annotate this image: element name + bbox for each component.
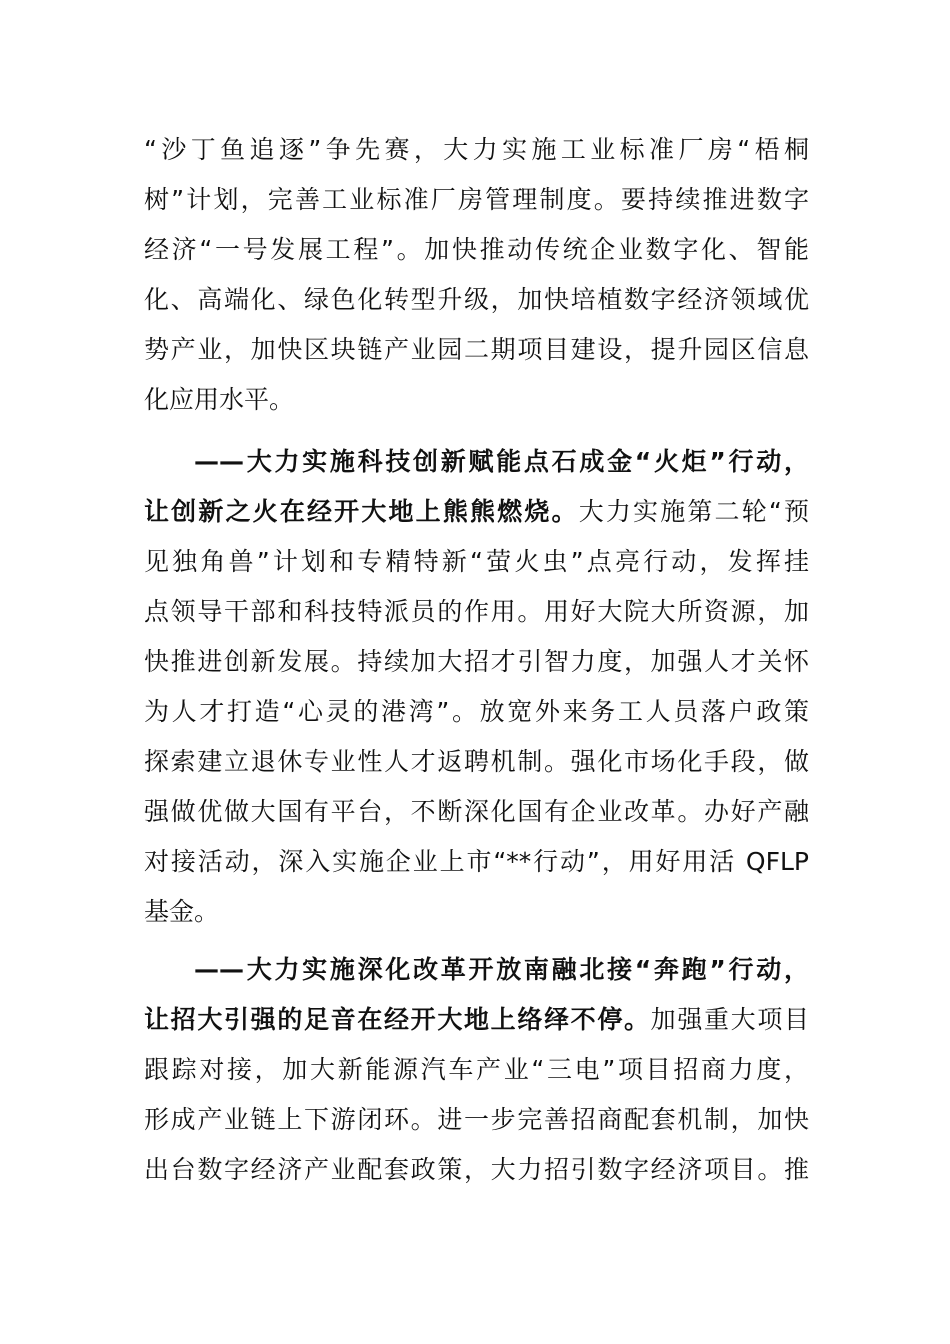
paragraph-2-text: 大力实施第二轮“预 — [578, 497, 809, 526]
paragraph-2 — [144, 437, 809, 937]
paragraph-2-line: 对接活动，深入实施企业上市“**行动”，用好用活 QFLP — [144, 847, 809, 876]
paragraph-3-line: 出台数字经济产业配套政策，大力招引数字经济项目。推 — [144, 1155, 809, 1184]
paragraph-3-line — [144, 995, 809, 1045]
paragraph-2-line: 探索建立退休专业性人才返聘机制。强化市场化手段，做 — [144, 747, 809, 776]
paragraph-3-line: 跟踪对接，加大新能源汽车产业“三电”项目招商力度， — [144, 1055, 809, 1084]
section-heading-run-cont: 让招大引强的足音在经开大地上络绎不停。 — [144, 1005, 651, 1034]
section-heading-run: ——大力实施深化改革开放南融北接“奔跑”行动， — [194, 955, 809, 984]
paragraph-1-line: “沙丁鱼追逐”争先赛，大力实施工业标准厂房“梧桐 — [144, 135, 809, 164]
paragraph-1-line: 树”计划，完善工业标准厂房管理制度。要持续推进数字 — [144, 185, 809, 214]
paragraph-1-line: 化应用水平。 — [144, 385, 295, 414]
paragraph-1 — [144, 125, 809, 425]
section-heading-torch: ——大力实施科技创新赋能点石成金“火炬”行动， — [194, 447, 809, 476]
paragraph-2-line: 点领导干部和科技特派员的作用。用好大院大所资源，加 — [144, 597, 809, 626]
paragraph-2-line: 强做优做大国有平台，不断深化国有企业改革。办好产融 — [144, 797, 809, 826]
paragraph-2-line — [144, 487, 809, 537]
paragraph-2-line: 快推进创新发展。持续加大招才引智力度，加强人才关怀 — [144, 647, 809, 676]
paragraph-2-line: 见独角兽”计划和专精特新“萤火虫”点亮行动，发挥挂 — [144, 547, 809, 576]
paragraph-3 — [144, 945, 809, 1195]
paragraph-3-line: 形成产业链上下游闭环。进一步完善招商配套机制，加快 — [144, 1105, 809, 1134]
paragraph-2-line: 为人才打造“心灵的港湾”。放宽外来务工人员落户政策 — [144, 697, 809, 726]
paragraph-1-line: 经济“一号发展工程”。加快推动传统企业数字化、智能 — [144, 235, 809, 264]
paragraph-1-line: 化、高端化、绿色化转型升级，加快培植数字经济领域优 — [144, 285, 809, 314]
paragraph-3-text: 加强重大项目 — [650, 1005, 809, 1034]
paragraph-2-line: 基金。 — [144, 897, 220, 926]
section-heading-torch-cont: 让创新之火在经开大地上熊熊燃烧。 — [144, 497, 579, 526]
paragraph-1-line: 势产业，加快区块链产业园二期项目建设，提升园区信息 — [144, 335, 809, 364]
